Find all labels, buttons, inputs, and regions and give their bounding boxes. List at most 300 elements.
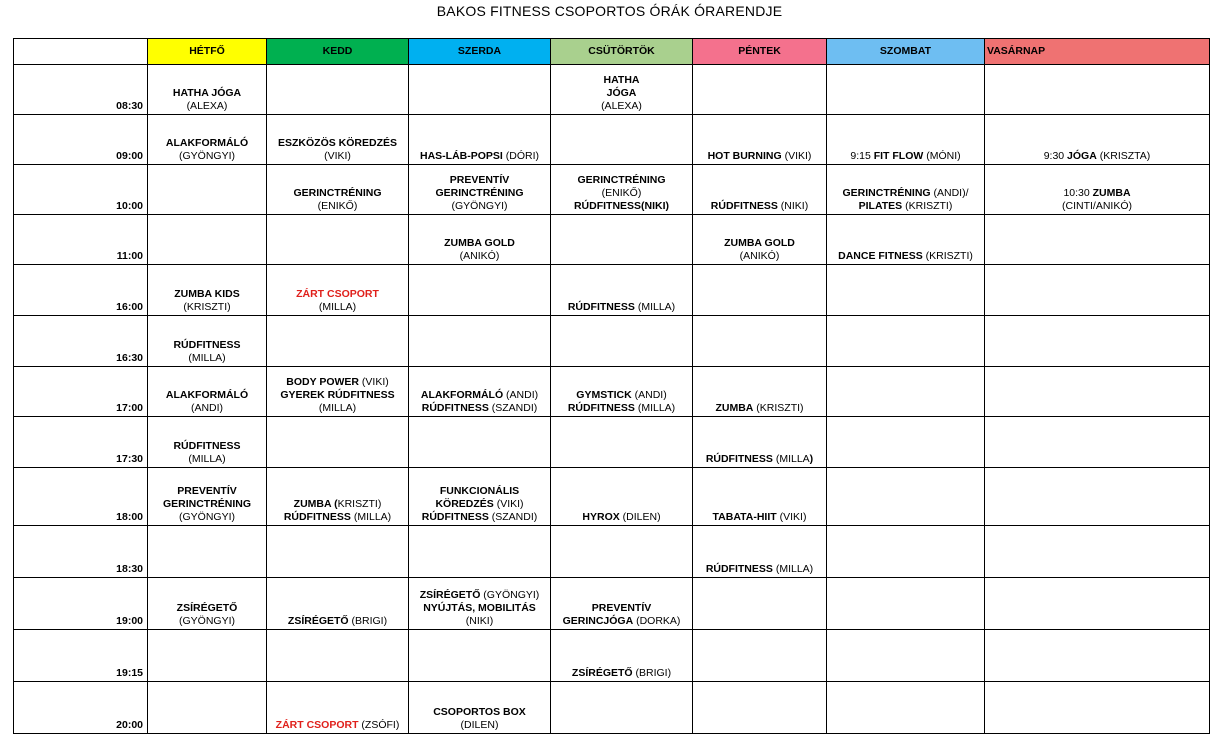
class-name: ZSÍRÉGETŐ — [571, 667, 633, 679]
class-cell — [409, 65, 551, 115]
class-cell — [827, 367, 985, 417]
class-line — [269, 288, 406, 301]
instructor-name: (ANDI) — [503, 389, 539, 401]
instructor-name: (GYÖNGYI) — [178, 150, 235, 162]
day-header-kedd: KEDD — [267, 39, 409, 65]
class-cell — [551, 682, 693, 734]
class-cell — [409, 682, 551, 734]
class-name: FIT FLOW — [873, 150, 924, 162]
instructor-name: (VIKI) — [324, 150, 351, 162]
class-cell — [827, 526, 985, 578]
class-cell — [409, 578, 551, 630]
schedule-row — [14, 265, 1210, 316]
instructor-name: (VIKI) — [493, 498, 524, 510]
instructor-name: (NIKI) — [777, 200, 809, 212]
instructor-name: (ANDI) — [631, 389, 667, 401]
class-cell — [409, 115, 551, 165]
time-cell: 09:00 — [14, 115, 148, 165]
class-line — [150, 615, 264, 628]
class-line — [411, 511, 548, 524]
class-name: GERINCTRÉNING — [162, 498, 252, 510]
class-line — [269, 389, 406, 402]
instructor-name: (ANDI)/ — [930, 187, 969, 199]
class-name: PREVENTÍV — [177, 485, 237, 497]
class-name: GERINCJÓGA — [562, 615, 634, 627]
class-name: ALAKFORMÁLÓ — [165, 389, 249, 401]
class-cell — [985, 578, 1210, 630]
class-line — [553, 389, 690, 402]
class-cell — [409, 165, 551, 215]
class-line — [553, 602, 690, 615]
time-cell: 16:30 — [14, 316, 148, 367]
class-line — [411, 237, 548, 250]
class-line — [411, 485, 548, 498]
instructor-name: (GYÖNGYI) — [178, 511, 235, 523]
schedule-row — [14, 417, 1210, 468]
class-line — [411, 589, 548, 602]
schedule-row — [14, 367, 1210, 417]
class-name: GERINCTRÉNING — [435, 187, 524, 199]
class-name: ZSÍRÉGETŐ — [419, 589, 481, 601]
class-line — [411, 602, 548, 615]
class-cell — [148, 682, 267, 734]
class-cell — [148, 417, 267, 468]
closed-group-label: ZÁRT CSOPORT — [275, 719, 359, 731]
class-line — [411, 200, 548, 213]
class-cell — [827, 578, 985, 630]
time-cell: 18:00 — [14, 468, 148, 526]
class-name: TABATA-HIIT — [712, 511, 777, 523]
class-cell — [148, 578, 267, 630]
class-cell — [551, 165, 693, 215]
class-cell — [985, 682, 1210, 734]
class-line — [553, 667, 690, 680]
class-cell — [693, 115, 827, 165]
class-cell — [409, 215, 551, 265]
class-cell — [267, 630, 409, 682]
class-name: ZSÍRÉGETŐ — [287, 615, 349, 627]
class-cell — [409, 367, 551, 417]
class-cell — [827, 265, 985, 316]
instructor-name: (VIKI) — [358, 376, 389, 388]
instructor-name: (BRIGI) — [348, 615, 388, 627]
class-cell — [148, 630, 267, 682]
class-line — [269, 511, 406, 524]
class-cell — [985, 526, 1210, 578]
class-line — [987, 187, 1207, 200]
class-line — [269, 615, 406, 628]
class-line — [411, 150, 548, 163]
schedule-row — [14, 316, 1210, 367]
class-cell — [827, 630, 985, 682]
class-name: GERINCTRÉNING — [577, 174, 666, 186]
class-line — [553, 74, 690, 87]
class-cell — [693, 367, 827, 417]
class-name: RÚDFITNESS — [421, 511, 489, 523]
class-cell — [551, 417, 693, 468]
class-cell — [409, 526, 551, 578]
class-cell — [551, 526, 693, 578]
class-line — [553, 511, 690, 524]
instructor-name: (DORKA) — [633, 615, 681, 627]
class-cell — [551, 468, 693, 526]
time-cell: 10:00 — [14, 165, 148, 215]
class-cell — [148, 165, 267, 215]
instructor-name: (ANIKÓ) — [459, 250, 500, 262]
class-cell — [985, 115, 1210, 165]
class-name: GYEREK RÚDFITNESS — [280, 389, 395, 401]
class-name: ZSÍRÉGETŐ — [176, 602, 238, 614]
class-name: RÚDFITNESS — [421, 402, 489, 414]
class-line — [695, 237, 824, 250]
class-line — [695, 200, 824, 213]
instructor-name: (MILLA — [772, 453, 810, 465]
class-cell — [693, 265, 827, 316]
instructor-name: (DILEN) — [460, 719, 499, 731]
class-cell — [985, 316, 1210, 367]
instructor-name: (ENIKŐ) — [317, 200, 358, 212]
class-cell — [551, 65, 693, 115]
class-name: JÓGA — [1067, 150, 1097, 162]
class-line — [150, 498, 264, 511]
schedule-row — [14, 630, 1210, 682]
class-cell — [267, 165, 409, 215]
class-name: PILATES — [858, 200, 903, 212]
class-cell — [409, 265, 551, 316]
class-line — [695, 453, 824, 466]
class-cell — [551, 316, 693, 367]
instructor-name: (DILEN) — [619, 511, 661, 523]
class-name: ESZKÖZÖS KÖREDZÉS — [277, 137, 397, 149]
instructor-name: (VIKI) — [781, 150, 812, 162]
class-line — [269, 498, 406, 511]
class-line — [987, 200, 1207, 213]
schedule-row — [14, 65, 1210, 115]
class-cell — [409, 417, 551, 468]
class-cell — [148, 367, 267, 417]
class-name: ALAKFORMÁLÓ — [165, 137, 249, 149]
instructor-name: (CINTI/ANIKÓ) — [1062, 200, 1132, 212]
class-cell — [693, 165, 827, 215]
schedule-row — [14, 578, 1210, 630]
class-name: JÓGA — [606, 87, 637, 99]
class-cell — [693, 682, 827, 734]
schedule-row — [14, 682, 1210, 734]
class-cell — [827, 115, 985, 165]
class-line — [553, 615, 690, 628]
class-cell — [267, 367, 409, 417]
time-cell: 08:30 — [14, 65, 148, 115]
instructor-name: (ALEXA) — [186, 100, 228, 112]
class-name: FUNKCIONÁLIS — [439, 485, 520, 497]
class-name: RÚDFITNESS — [573, 200, 642, 212]
instructor-name: (GYÖNGYI) — [480, 589, 540, 601]
class-cell — [267, 215, 409, 265]
class-cell — [148, 215, 267, 265]
schedule-table — [13, 38, 1210, 734]
schedule-row — [14, 115, 1210, 165]
day-header-hetfo: HÉTFŐ — [148, 39, 267, 65]
class-line — [695, 250, 824, 263]
closed-group-label: ZÁRT CSOPORT — [296, 288, 379, 300]
class-line — [150, 100, 264, 113]
class-cell — [693, 316, 827, 367]
class-name: RÚDFITNESS — [705, 563, 773, 575]
time-cell: 16:00 — [14, 265, 148, 316]
class-name: RÚDFITNESS — [567, 402, 635, 414]
class-cell — [985, 417, 1210, 468]
time-cell: 18:30 — [14, 526, 148, 578]
class-line — [269, 402, 406, 415]
class-line — [150, 288, 264, 301]
class-line — [695, 402, 824, 415]
header-row — [14, 39, 1210, 65]
instructor-name: (ZSÓFI) — [358, 719, 400, 731]
class-line — [150, 339, 264, 352]
class-line — [269, 200, 406, 213]
instructor-name: (KRISZTA) — [1096, 150, 1151, 162]
class-cell — [267, 526, 409, 578]
class-line — [411, 498, 548, 511]
class-line — [269, 150, 406, 163]
class-name: NYÚJTÁS, MOBILITÁS — [423, 602, 536, 614]
class-cell — [267, 265, 409, 316]
instructor-name: (KRISZTI) — [753, 402, 804, 414]
class-line — [553, 402, 690, 415]
class-line — [553, 301, 690, 314]
class-cell — [827, 682, 985, 734]
class-line — [150, 402, 264, 415]
class-cell — [409, 316, 551, 367]
instructor-name: (BRIGI) — [632, 667, 672, 679]
class-cell — [551, 265, 693, 316]
class-line — [695, 511, 824, 524]
class-name: ZUMBA — [715, 402, 754, 414]
instructor-name: (SZANDI) — [488, 402, 538, 414]
class-line — [411, 719, 548, 732]
class-line — [553, 200, 690, 213]
class-line — [829, 187, 982, 200]
instructor-name: (KRISZTI) — [922, 250, 973, 262]
class-name: CSOPORTOS BOX — [433, 706, 526, 718]
class-line — [695, 150, 824, 163]
instructor-name: (MILLA) — [318, 402, 357, 414]
class-line — [269, 376, 406, 389]
instructor-name: 9:15 — [850, 150, 874, 162]
class-cell — [267, 468, 409, 526]
class-cell — [827, 215, 985, 265]
class-name: RÚDFITNESS — [710, 200, 778, 212]
class-line — [411, 402, 548, 415]
class-line — [987, 150, 1207, 163]
class-cell — [827, 468, 985, 526]
class-line — [150, 301, 264, 314]
class-line — [553, 174, 690, 187]
instructor-name: (KRISZTI) — [902, 200, 953, 212]
class-line — [150, 440, 264, 453]
instructor-name: KRISZTI) — [337, 498, 382, 510]
class-line — [695, 563, 824, 576]
class-cell — [551, 578, 693, 630]
class-line — [269, 719, 406, 732]
class-name: ALAKFORMÁLÓ — [420, 389, 504, 401]
class-name: HATHA — [603, 74, 640, 86]
class-name: RÚDFITNESS — [705, 453, 773, 465]
time-cell: 11:00 — [14, 215, 148, 265]
class-line — [150, 485, 264, 498]
instructor-name: 9:30 — [1043, 150, 1068, 162]
day-header-vasarnap: VASÁRNAP — [985, 39, 1210, 65]
instructor-name: (KRISZTI) — [183, 301, 231, 313]
page-title: BAKOS FITNESS CSOPORTOS ÓRÁK ÓRARENDJE — [436, 3, 783, 19]
class-cell — [693, 578, 827, 630]
class-line — [150, 352, 264, 365]
class-name: GERINCTRÉNING — [842, 187, 931, 199]
class-line — [553, 187, 690, 200]
class-line — [829, 150, 982, 163]
instructor-name: (MILLA) — [772, 563, 814, 575]
class-line — [150, 150, 264, 163]
instructor-name: (ENIKŐ) — [601, 187, 642, 199]
class-line — [150, 602, 264, 615]
time-cell: 17:30 — [14, 417, 148, 468]
instructor-name: (NIKI) — [465, 615, 494, 627]
day-header-szombat: SZOMBAT — [827, 39, 985, 65]
class-cell — [148, 468, 267, 526]
class-cell — [827, 417, 985, 468]
instructor-name: (MILLA) — [634, 402, 676, 414]
class-name: GERINCTRÉNING — [293, 187, 382, 199]
time-cell: 19:00 — [14, 578, 148, 630]
class-cell — [148, 65, 267, 115]
class-name: RÚDFITNESS — [173, 440, 241, 452]
class-cell — [693, 468, 827, 526]
class-line — [411, 250, 548, 263]
schedule-row — [14, 526, 1210, 578]
time-cell: 20:00 — [14, 682, 148, 734]
class-cell — [267, 65, 409, 115]
instructor-name: (GYÖNGYI) — [178, 615, 235, 627]
class-cell — [409, 630, 551, 682]
instructor-name: (SZANDI) — [488, 511, 538, 523]
class-name: (NIKI) — [641, 200, 670, 212]
instructor-name: (MILLA) — [188, 453, 226, 465]
class-name: ZUMBA KIDS — [174, 288, 240, 300]
class-name: HYROX — [582, 511, 620, 523]
class-line — [553, 87, 690, 100]
class-line — [411, 706, 548, 719]
class-line — [150, 453, 264, 466]
class-cell — [985, 468, 1210, 526]
schedule-row — [14, 165, 1210, 215]
class-cell — [267, 578, 409, 630]
class-cell — [267, 682, 409, 734]
class-name: RÚDFITNESS — [567, 301, 635, 313]
class-line — [269, 137, 406, 150]
class-cell — [693, 526, 827, 578]
class-cell — [827, 165, 985, 215]
class-cell — [693, 630, 827, 682]
class-name: ) — [809, 453, 814, 465]
class-line — [411, 174, 548, 187]
class-name: RÚDFITNESS — [173, 339, 241, 351]
class-cell — [985, 215, 1210, 265]
class-name: HAS-LÁB-POPSI — [419, 150, 503, 162]
class-line — [411, 615, 548, 628]
class-cell — [827, 65, 985, 115]
day-header-szerda: SZERDA — [409, 39, 551, 65]
class-cell — [409, 468, 551, 526]
class-cell — [148, 316, 267, 367]
instructor-name: 10:30 — [1063, 187, 1093, 199]
class-cell — [551, 630, 693, 682]
class-line — [269, 187, 406, 200]
schedule-row — [14, 468, 1210, 526]
class-name: GYMSTICK — [576, 389, 632, 401]
instructor-name: (VIKI) — [776, 511, 807, 523]
class-cell — [985, 165, 1210, 215]
class-name: BODY POWER — [286, 376, 359, 388]
class-cell — [148, 265, 267, 316]
class-cell — [693, 65, 827, 115]
class-name: ZUMBA — [1092, 187, 1131, 199]
class-name: PREVENTÍV — [591, 602, 652, 614]
class-line — [829, 200, 982, 213]
day-header-pentek: PÉNTEK — [693, 39, 827, 65]
class-cell — [267, 417, 409, 468]
instructor-name: (GYÖNGYI) — [451, 200, 508, 212]
instructor-name: (MILLA) — [188, 352, 226, 364]
class-cell — [551, 115, 693, 165]
time-cell: 19:15 — [14, 630, 148, 682]
class-line — [150, 389, 264, 402]
instructor-name: (ANIKÓ) — [739, 250, 780, 262]
class-cell — [693, 215, 827, 265]
class-cell — [985, 265, 1210, 316]
time-cell: 17:00 — [14, 367, 148, 417]
class-cell — [551, 215, 693, 265]
class-name: KÖREDZÉS — [435, 498, 494, 510]
class-cell — [985, 630, 1210, 682]
instructor-name: (ANDI) — [190, 402, 224, 414]
class-line — [150, 511, 264, 524]
class-cell — [148, 526, 267, 578]
class-cell — [827, 316, 985, 367]
class-name: ZUMBA ( — [293, 498, 338, 510]
class-name: ZUMBA GOLD — [444, 237, 515, 249]
class-line — [150, 137, 264, 150]
class-line — [269, 301, 406, 314]
class-cell — [267, 316, 409, 367]
day-header-csutortok: CSÜTÖRTÖK — [551, 39, 693, 65]
class-cell — [985, 367, 1210, 417]
class-cell — [148, 115, 267, 165]
class-name: HOT BURNING — [707, 150, 782, 162]
class-line — [150, 87, 264, 100]
class-name: ZUMBA GOLD — [724, 237, 795, 249]
class-line — [411, 389, 548, 402]
class-line — [829, 250, 982, 263]
header-corner — [14, 39, 148, 65]
class-name: HATHA JÓGA — [172, 87, 242, 99]
class-line — [411, 187, 548, 200]
class-line — [553, 100, 690, 113]
class-name: DANCE FITNESS — [838, 250, 923, 262]
instructor-name: (MILLA) — [318, 301, 357, 313]
instructor-name: (MÓNI) — [923, 150, 961, 162]
instructor-name: (MILLA) — [350, 511, 392, 523]
class-name: PREVENTÍV — [449, 174, 510, 186]
